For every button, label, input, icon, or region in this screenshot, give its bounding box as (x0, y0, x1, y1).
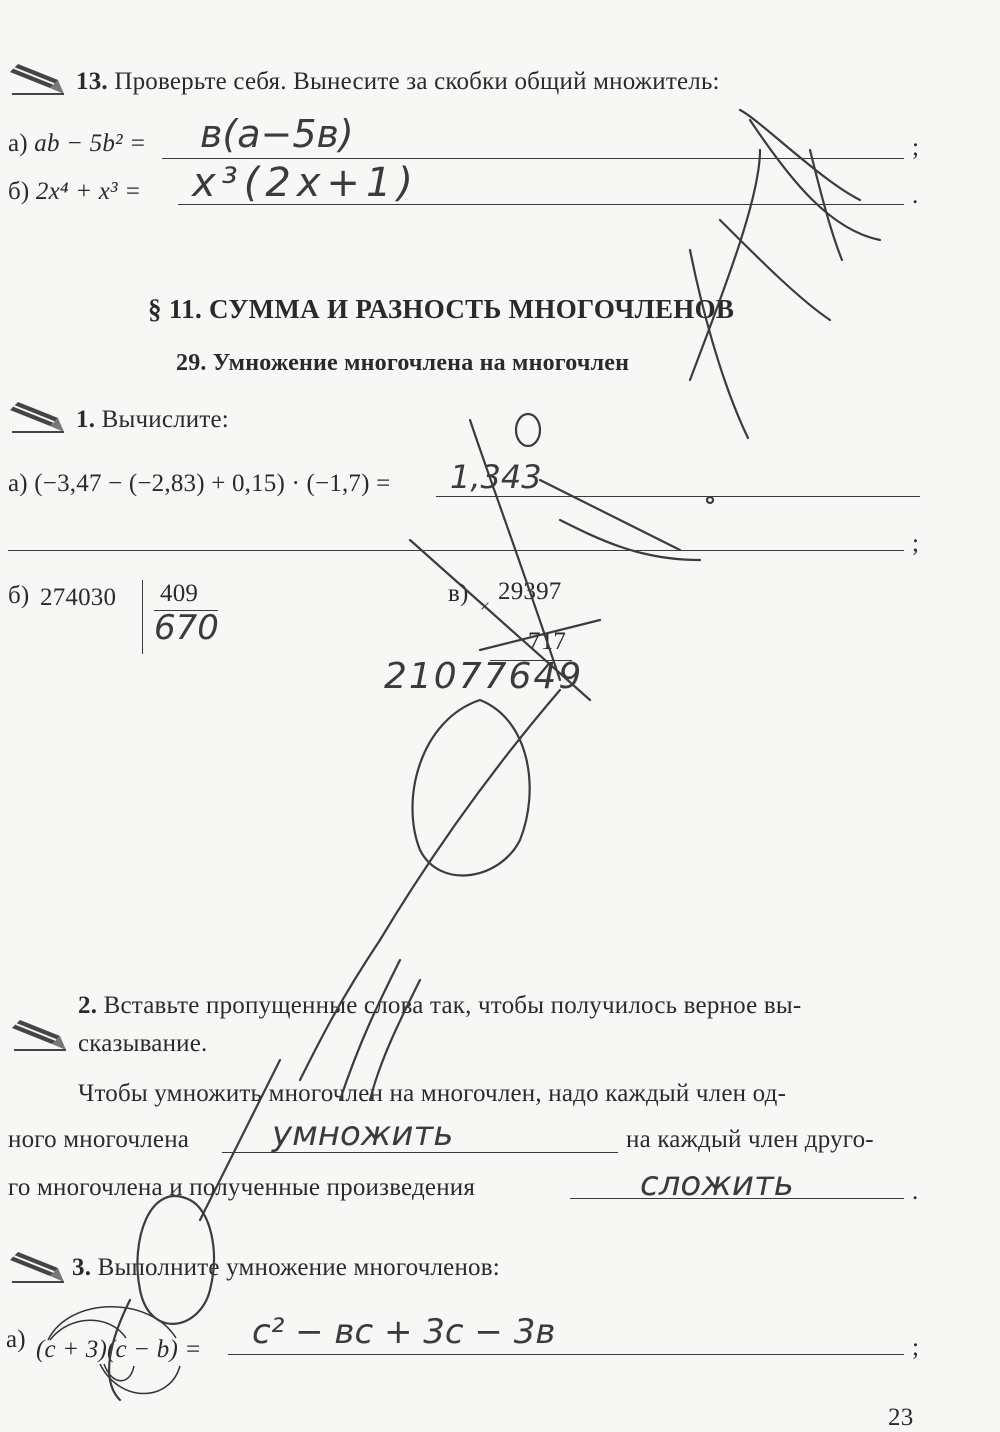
task-1c-multiplier: 717 (528, 628, 567, 655)
task-1a-end: ; (912, 530, 920, 557)
task-2-answer-1[interactable]: умножить (272, 1114, 454, 1154)
task-3-heading (72, 1254, 500, 1282)
rule-line-2-end: на каждый член друго- (626, 1126, 874, 1153)
task-13a-end: ; (912, 134, 920, 161)
task-1a-answer-line (436, 496, 920, 497)
task-1-number: 1. (76, 406, 96, 433)
task-3a-answer-line (228, 1354, 904, 1355)
page-number: 23 (888, 1404, 914, 1431)
task-3a-expr-text: (c + 3)(c − b) = (36, 1336, 202, 1363)
task-13-number: 13. (76, 68, 108, 95)
task-13b-expression (8, 178, 141, 206)
task-1a-expression (8, 470, 390, 498)
task-2-line-1 (78, 992, 801, 1020)
task-2-text-1: Вставьте пропущенные слова так, чтобы получилось верное вы- (103, 992, 802, 1019)
task-3a-end: ; (912, 1334, 920, 1361)
rule-line-1: Чтобы умножить многочлен на многочлен, надо каждый член од- (78, 1080, 787, 1107)
task-1b-dividend: 274030 (40, 584, 117, 611)
times-sign: × (480, 596, 491, 616)
task-2-text-2: сказывание. (78, 1030, 208, 1057)
rule-line-2-start: ного многочлена (8, 1126, 190, 1153)
topic-title: 29. Умножение многочлена на многочлен (176, 350, 630, 376)
task-3a-answer[interactable]: c² − вc + 3c − 3в (252, 1312, 556, 1352)
task-1a-answer-line-2 (8, 550, 904, 551)
task-1c-result[interactable]: 21077649 (384, 656, 584, 697)
section-title: § 11. СУММА И РАЗНОСТЬ МНОГОЧЛЕНОВ (148, 294, 735, 324)
task-13a-answer[interactable]: в(a−5в) (200, 112, 354, 156)
task-13b-expr: 2x⁴ + x³ = (35, 178, 142, 205)
task-1b-label: б) (8, 582, 30, 609)
task-13a-expr: ab − 5b² = (34, 130, 147, 157)
task-1c-label: в) (448, 580, 469, 607)
task-1-text: Вычислите: (101, 406, 229, 433)
task-13b-label: б) (8, 178, 30, 205)
task-3-number: 3. (72, 1254, 92, 1281)
task-1-heading (76, 406, 229, 434)
task-2-number: 2. (78, 992, 98, 1019)
task-1a-label: а) (8, 470, 28, 497)
pencil-icon (6, 396, 68, 436)
rule-line-3-start: го многочлена и полученные произведения (8, 1174, 476, 1201)
task-13b-answer[interactable]: x³(2x+1) (192, 160, 420, 206)
rule-end: . (912, 1178, 919, 1205)
task-3a-expr (36, 1336, 202, 1364)
task-1a-answer[interactable]: 1,343 (450, 458, 542, 496)
task-1b-quotient[interactable]: 670 (154, 608, 219, 648)
task-13b-end: . (912, 182, 919, 209)
task-3a-label: а) (6, 1326, 26, 1353)
task-13-text: Проверьте себя. Вынесите за скобки общий множитель: (114, 68, 720, 95)
task-13a-answer-line (162, 158, 904, 159)
task-13a-label: а) (8, 130, 28, 157)
task-2-answer-2[interactable]: сложить (640, 1164, 794, 1204)
task-1b-divisor: 409 (160, 580, 199, 607)
task-1c-multiplicand: 29397 (498, 578, 562, 605)
task-3-text: Выполните умножение многочленов: (97, 1254, 500, 1281)
task-13a-expression (8, 130, 146, 158)
pencil-icon (6, 58, 68, 98)
task-13-heading (76, 68, 720, 96)
task-1a-expr: (−3,47 − (−2,83) + 0,15) · (−1,7) = (34, 470, 391, 497)
pencil-icon (6, 1246, 68, 1286)
pencil-icon (8, 1014, 70, 1054)
division-bar (142, 580, 143, 654)
